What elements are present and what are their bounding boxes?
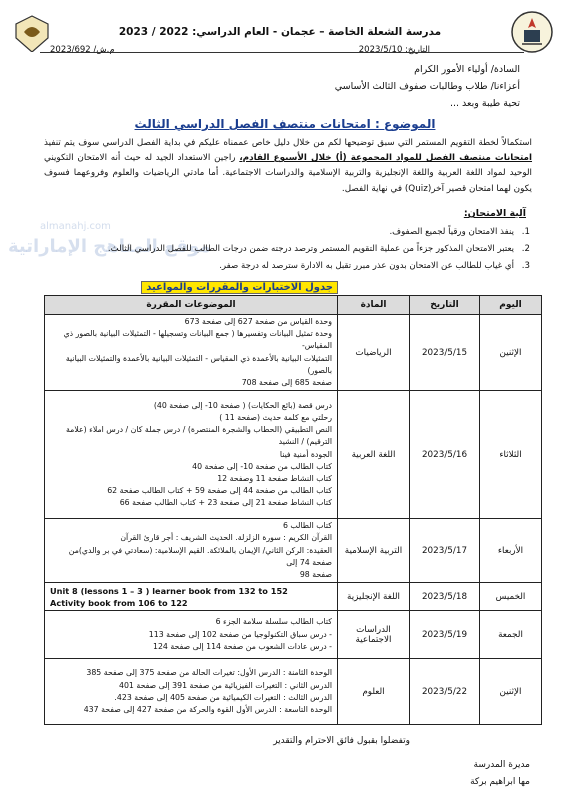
topic-line: كتاب النشاط صفحة 11 وصفحة 12	[217, 474, 332, 484]
schedule-table	[44, 295, 542, 725]
letter-date: التاريخ: 2023/5/10	[358, 45, 430, 55]
mechanism-item	[50, 224, 530, 241]
watermark-site: almanahj.com	[40, 221, 111, 232]
greeting-salute: تحية طيبة وبعد ...	[449, 98, 520, 109]
topic-line: Unit 8 (lessons 1 – 3 ) learner book from 132 to 152	[50, 585, 288, 596]
header-subject: المادة	[338, 296, 410, 315]
topic-line: صفحة 98	[299, 570, 332, 580]
header-topics: الموضوعات المقررة	[45, 296, 338, 315]
topics-cell	[45, 583, 338, 611]
date-cell: 2023/5/16	[410, 391, 480, 519]
topic-line: الدرس الثالث : التغيرات الكيميائية من صفحة 405 إلى صفحة 423.	[114, 692, 332, 702]
mechanism-title: آلية الامتحان:	[463, 208, 526, 219]
mechanism-item	[50, 258, 530, 275]
table-row	[45, 391, 542, 519]
topic-line: الوحدة الثامنة : الدرس الأول: تغيرات الحالة من صفحة 375 إلى صفحة 385	[86, 668, 332, 678]
mechanism-list	[50, 224, 530, 275]
intro-p4: قصير آخر(Quiz) في نهاية الفصل.	[341, 183, 467, 194]
subject-cell: اللغة العربية	[338, 391, 410, 519]
topic-line: - درس عادات الشعوب من صفحة 114 إلى صفحة 124	[152, 641, 332, 651]
subject-cell: العلوم	[338, 659, 410, 725]
header-day: اليوم	[480, 296, 542, 315]
table-row	[45, 315, 542, 391]
topic-line: الدرس الثاني : التغيرات الفيزيائية من صفحة 391 إلى صفحة 401	[119, 680, 332, 690]
topic-line: التمثيلات البيانية بالأعمدة ذي المقياس - التمثيلات البيانية بالأعمدة والتمثيلات البيانية بالصور)	[65, 353, 332, 375]
letter-subject: الموضوع : امتحانات منتصف الفصل الدراسي الثالث	[134, 117, 436, 131]
table-row	[45, 611, 542, 659]
school-logo-icon	[510, 10, 554, 54]
topic-line: العقيدة: الركن الثاني/ الإيمان بالملائكة. القيم الإسلامية: (سعادتي في بر والدي)من صفحة 74 إلى	[68, 545, 332, 567]
header-date: التاريخ	[410, 296, 480, 315]
topic-line: كتاب الطالب من صفحة 10- إلى صفحة 40	[192, 461, 332, 471]
item-number: 3.	[521, 261, 530, 271]
topics-cell	[45, 315, 338, 391]
table-row	[45, 659, 542, 725]
topic-line: رحلتي مع كلمة حديث (صفحة 11 )	[219, 413, 332, 422]
intro-p2-underlined: امتحانات منتصف الفصل للمواد المجموعة (أ) خلال الأسبوع القادم،	[239, 153, 533, 164]
greeting-audience: أعزاءنا/ طلاب وطالبات صفوف الثالث الأساسي	[334, 81, 520, 92]
closing-thanks: وتفضلوا بقبول فائق الاحترام والتقدير	[273, 736, 410, 746]
table-header-row	[45, 296, 542, 315]
school-line: مدرسة الشعلة الخاصة – عجمان - العام الدراسي: 2022 / 2023	[118, 26, 442, 38]
day-cell: الأربعاء	[480, 519, 542, 583]
topics-cell	[45, 391, 338, 519]
schedule-body	[45, 315, 542, 725]
topic-line: القرآن الكريم : سورة الزلزلة. الحديث الشريف : أجر قارئ القرآن	[120, 533, 332, 543]
topics-cell	[45, 659, 338, 725]
day-cell: الإثنين	[480, 659, 542, 725]
item-text: أي غياب للطالب عن الامتحان بدون عذر مبرر تقبل به الادارة سترصد له درجة صفر.	[219, 261, 514, 271]
item-number: 2.	[521, 244, 530, 254]
topic-line: Activity book from 106 to 122	[50, 597, 188, 608]
topic-line: كتاب الطالب من صفحة 44 إلى صفحة 59 + كتاب الطالب صفحة 62	[107, 486, 332, 496]
closing-name: مها ابراهيم بركة	[470, 777, 530, 787]
day-cell: الخميس	[480, 583, 542, 611]
mechanism-item	[50, 241, 530, 258]
table-row	[45, 583, 542, 611]
topic-line: الجودة أمنية فينا	[279, 449, 332, 459]
table-caption: جدول الاختبارات والمقررات والمواعيد	[141, 281, 338, 294]
subject-cell: الرياضيات	[338, 315, 410, 391]
topic-line: كتاب الطالب سلسلة سلامة الجزء 6	[215, 617, 332, 627]
subject-cell: اللغة الإنجليزية	[338, 583, 410, 611]
day-cell: الجمعة	[480, 611, 542, 659]
closing-role: مديرة المدرسة	[473, 760, 530, 770]
item-text: ينفذ الامتحان ورقياً لجميع الصفوف.	[389, 227, 514, 237]
table-row	[45, 519, 542, 583]
topics-cell	[45, 611, 338, 659]
topic-line: كتاب الطالب 6	[282, 521, 332, 531]
topic-line: صفحة 685 إلى صفحة 708	[241, 378, 332, 388]
topic-line: الوحدة التاسعة : الدرس الأول القوة والحركة من صفحة 427 إلى صفحة 437	[83, 704, 332, 714]
topic-line: وحدة القياس من صفحة 627 إلى صفحة 673	[184, 317, 332, 326]
day-cell: الإثنين	[480, 315, 542, 391]
date-cell: 2023/5/22	[410, 659, 480, 725]
intro-p1: استكمالاً لخطة التقويم المستمر التي سبق توضيحها لكم من خلال دليل خاص عممناه عليكم في بداية الفصل الدراسي سوف يتم تنفيذ	[44, 138, 532, 148]
item-number: 1.	[521, 227, 530, 237]
intro-paragraph	[44, 136, 532, 197]
letter-header	[12, 10, 558, 50]
topic-line: النص التطبيقي (الحطاب والشجرة المنتصرة) / درس جملة كان / درس املاء (علامة الترقيم) / النشيد	[65, 425, 332, 447]
emirate-logo-icon	[12, 14, 52, 52]
watermark-text: موقع المناهج الإماراتية	[8, 236, 211, 257]
greeting-to: السادة/ أولياء الأمور الكرام	[414, 64, 520, 75]
item-text: يعتبر الامتحان المذكور جزءاً من عملية التقويم المستمر وترصد درجته ضمن درجات الطالب للفصل الدراسي الثالث.	[107, 244, 514, 254]
date-cell: 2023/5/17	[410, 519, 480, 583]
date-cell: 2023/5/19	[410, 611, 480, 659]
intro-p2-rest: راجين الاستعداد الجيد له حيث أنه الامتحان التكويني الوحيد لمواد	[44, 153, 533, 179]
subject-cell: التربية الإسلامية	[338, 519, 410, 583]
date-cell: 2023/5/15	[410, 315, 480, 391]
intro-p3: اللغة العربية واللغة الإنجليزية والتربية الإسلامية والدراسات الاجتماعية. أما مادتي الرياضيات والعلوم وفروعهما فسوف يكون لهما امتحان	[44, 168, 532, 194]
topic-line: - درس سباق التكنولوجيا من صفحة 102 إلى صفحة 113	[148, 629, 332, 639]
reference-number: م.ش/ 2023/692	[50, 45, 115, 55]
topic-line: درس قصة (بائع الحكايات) ( صفحة 10- إلى صفحة 40)	[153, 400, 332, 410]
topics-cell	[45, 519, 338, 583]
header-divider	[40, 52, 524, 53]
date-cell: 2023/5/18	[410, 583, 480, 611]
topic-line: وحدة تمثيل البيانات وتفسيرها ( جمع البيانات وتسجيلها - التمثيلات البيانية بالصور ذي المقياس-	[63, 329, 332, 351]
subject-cell: الدراسات الاجتماعية	[338, 611, 410, 659]
topic-line: كتاب النشاط صفحة 21 إلى صفحة 23 + كتاب الطالب صفحة 66	[119, 498, 332, 508]
day-cell: الثلاثاء	[480, 391, 542, 519]
